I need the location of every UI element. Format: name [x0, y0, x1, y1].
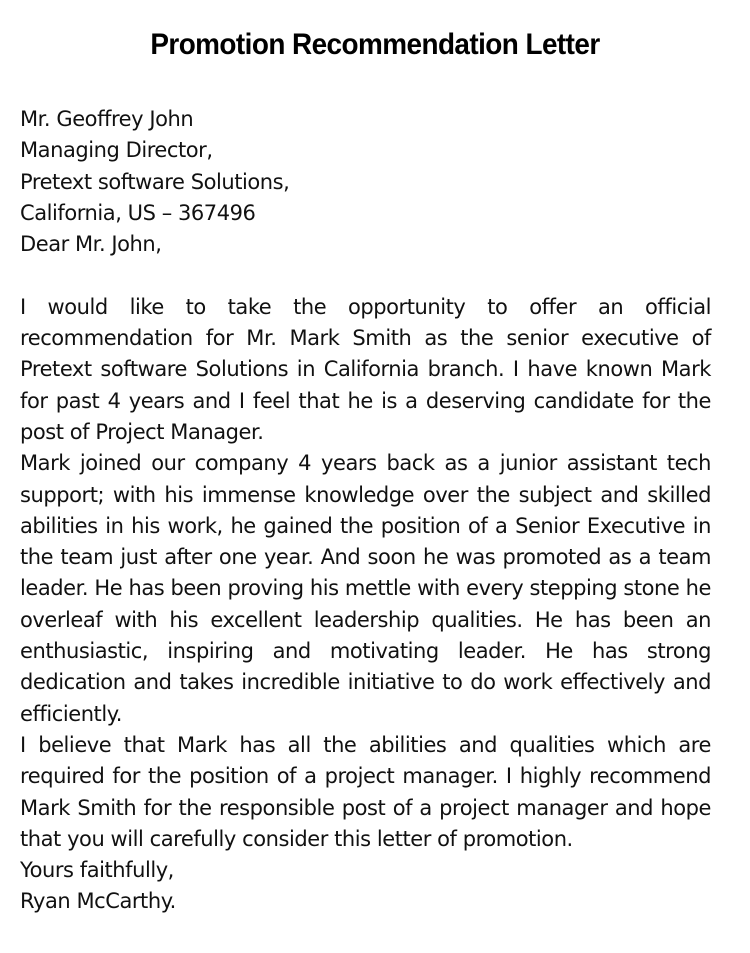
recipient-location: California, US – 367496 [20, 200, 256, 225]
salutation: Dear Mr. John, [20, 232, 162, 257]
recipient-name: Mr. Geoffrey John [20, 107, 194, 131]
recipient-company: Pretext software Solutions, [20, 169, 290, 194]
closing: Yours faithfully, [20, 858, 174, 883]
signature: Ryan McCarthy. [20, 889, 176, 914]
paragraph-career-history: Mark joined our company 4 years back as a junior assistant tech support; with his immense knowledge over the subject and skilled abilities in his work, he gained the position of a Senior Executive in the team just after one year. And soon he was promoted as a team leader. He has been proving his mettle with every stepping stone he overleaf with his excellent leadership qualities. He has been an enthusiastic, inspiring and motivating leader. He has strong dedication and takes incredible initiative to do work effectively and efficiently. [20, 451, 711, 726]
letter-title: Promotion Recommendation Letter [150, 28, 600, 61]
letter-body [20, 104, 711, 918]
recipient-position: Managing Director, [20, 138, 213, 163]
paragraph-recommendation: I believe that Mark has all the abilities and qualities which are required for the position of a project manager. I highly recommend Mark Smith for the responsible post of a project manager and hope that you will carefully consider this letter of promotion. [20, 732, 711, 851]
paragraph-introduction: I would like to take the opportunity to offer an official recommendation for Mr. Mark Smith as the senior executive of Pretext software Solutions in California branch. I have known Mark for past 4 years and I feel that he is a deserving candidate for the post of Project Manager. [20, 294, 711, 444]
blank-line [20, 260, 711, 291]
